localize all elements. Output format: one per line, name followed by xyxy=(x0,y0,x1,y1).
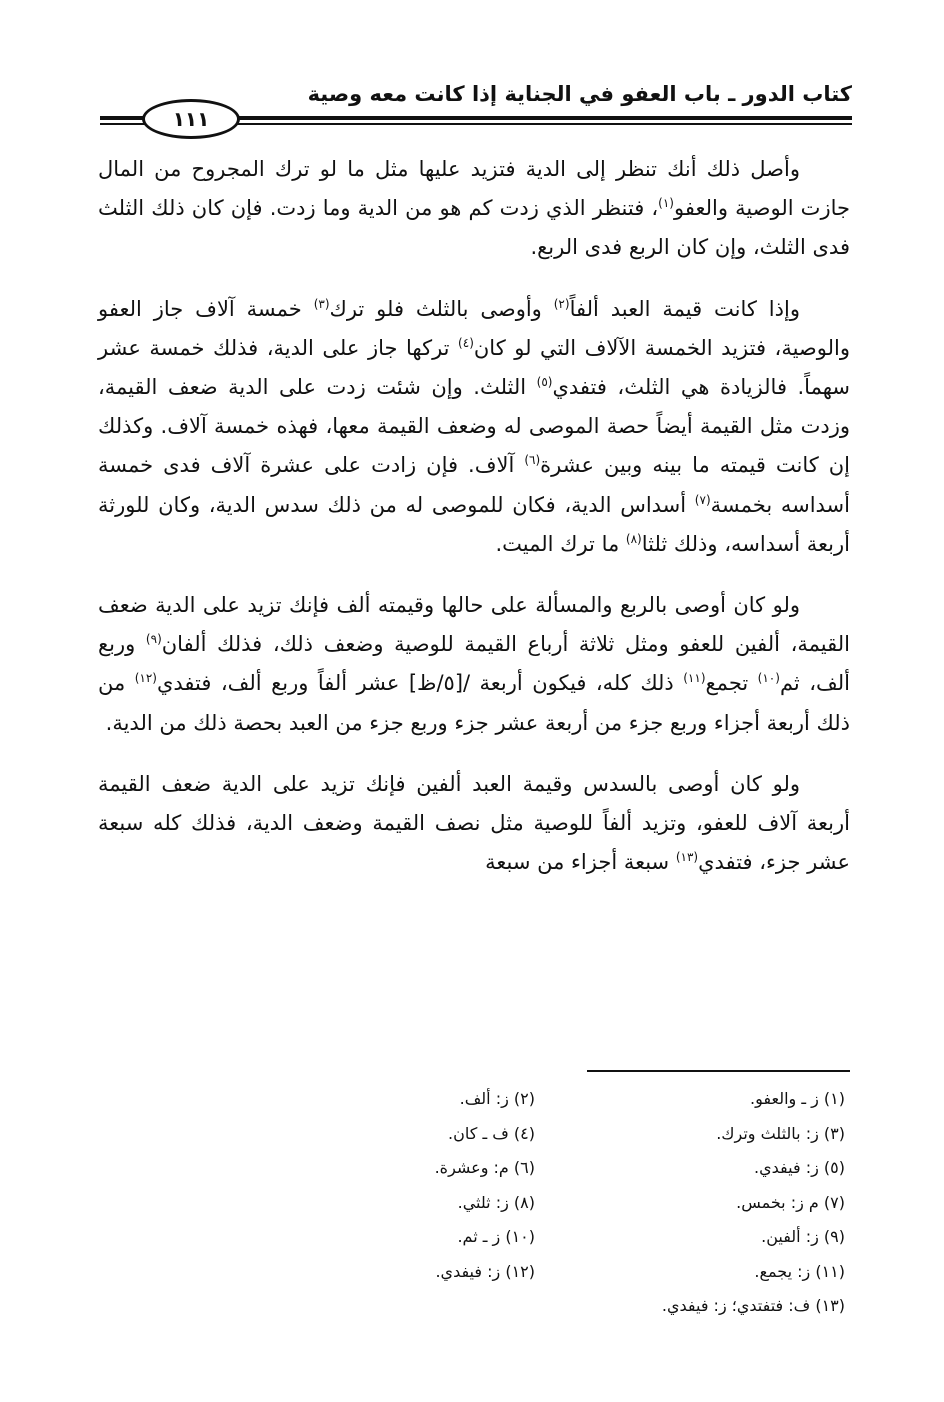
text-segment: تجمع xyxy=(705,671,758,696)
footnote-marker: (٤) xyxy=(458,335,474,350)
footnote: (١١) ز: يجمع. xyxy=(754,1261,845,1281)
footnote: (٢) ز: ألف. xyxy=(459,1089,535,1108)
footnote-marker: (١) xyxy=(658,196,674,211)
text-segment: ما ترك الميت. xyxy=(495,531,626,556)
footnote: (٣) ز: بالثلث وترك. xyxy=(716,1123,845,1143)
footnotes-right-column xyxy=(662,1082,845,1324)
text-segment: ذلك كله، فيكون أربعة /[٥/ظ] عشر ألفاً وربع ألف، فتفدي xyxy=(156,671,684,696)
footnote: (١) ز ـ والعفو. xyxy=(750,1089,845,1108)
text-segment: وأصل ذلك أنك تنظر إلى الدية فتزيد عليها مثل ما لو ترك المجروح من المال جازت الوصية والعفو xyxy=(98,157,850,221)
text-segment: ولو كان أوصى بالسدس وقيمة العبد ألفين فإنك تزيد على الدية ضعف القيمة أربعة آلاف للعفو، وتزيد ألفاً للوصية مثل نصف القيمة وضعف الدية، فذلك كله سبعة عشر جزء، فتفدي xyxy=(98,771,850,875)
page-header xyxy=(100,72,852,132)
paragraph xyxy=(98,765,850,883)
footnote: (١٣) ف: فتفتدي؛ ز: فيفدي. xyxy=(661,1296,845,1315)
text-segment: وأوصى بالثلث فلو ترك xyxy=(329,296,554,321)
text-segment: الثلث. وإن شئت زدت على الدية ضعف القيمة، وزدت مثل القيمة أيضاً حصة الموصى له وضعف القيمة معها، فهذه خمسة آلاف. وكذلك إن كانت قيمته ما بينه وبين عشرة xyxy=(98,375,850,478)
footnote: (٦) م: وعشرة. xyxy=(434,1158,535,1177)
footnote-marker: (٢) xyxy=(553,296,570,311)
footnote-separator xyxy=(587,1070,850,1072)
page-number: ١١١ xyxy=(142,99,240,139)
footnote-marker: (٥) xyxy=(536,375,553,390)
paragraph xyxy=(98,586,850,743)
text-segment: تركها جاز على الدية، فذلك خمسة عشر سهماً. فالزيادة هي الثلث، فتفدي xyxy=(98,335,851,400)
footnote-marker: (٦) xyxy=(524,453,541,468)
text-segment: آلاف. فإن زادت على عشرة آلاف فدى خمسة أسداسه بخمسة xyxy=(98,453,850,517)
running-title: كتاب الدور ـ باب العفو في الجناية إذا كانت معه وصية xyxy=(307,82,852,106)
footnote: (٨) ز: ثلثي. xyxy=(457,1192,535,1212)
text-segment: من ذلك أربعة أجزاء وربع جزء من أربعة عشر جزء وربع جزء من العبد بحصة ذلك من الدية. xyxy=(98,671,850,735)
text-segment: سبعة أجزاء من سبعة xyxy=(485,850,676,875)
footnote-marker: (١٠) xyxy=(757,671,780,686)
footnote: (١٢) ز: فيفدي. xyxy=(435,1261,535,1281)
paragraph xyxy=(98,290,850,564)
footnote: (٩) ز: ألفين. xyxy=(761,1227,845,1246)
footnote-marker: (٣) xyxy=(313,296,330,311)
footnote: (٧) م ز: بخمس. xyxy=(736,1192,845,1212)
text-segment: أسداس الدية، فكان للموصى له من ذلك سدس الدية، وكان للورثة أربعة أسداسه، وذلك ثلثا xyxy=(98,492,850,556)
text-segment: وربع ألف، ثم xyxy=(98,632,850,696)
text-segment: ولو كان أوصى بالربع والمسألة على حالها وقيمته ألف فإنك تزيد على الدية ضعف القيمة، ألفين للعفو ومثل ثلاثة أرباع القيمة للوصية وضعف ذلك، فذلك ألفان xyxy=(98,593,850,657)
footnote-marker: (٨) xyxy=(625,531,642,546)
text-segment: ، فتنظر الذي زدت كم هو من الدية وما زدت. فإن كان ذلك الثلث فدى الثلث، وإن كان الربع فدى الربع. xyxy=(98,196,850,260)
text-segment: وإذا كانت قيمة العبد ألفاً xyxy=(569,296,800,321)
footnote: (٤) ف ـ كان. xyxy=(448,1123,535,1143)
footnote-marker: (٧) xyxy=(694,492,711,507)
text-segment: خمسة آلاف جاز العفو والوصية، فتزيد الخمسة الآلاف التي لو كان xyxy=(98,296,850,360)
footnote-marker: (١١) xyxy=(683,671,706,686)
footnotes-left-column xyxy=(435,1082,535,1289)
footnote-marker: (٩) xyxy=(145,632,162,647)
main-text xyxy=(98,150,850,904)
footnote: (٥) ز: فيفدي. xyxy=(754,1158,845,1177)
footnote-marker: (١٢) xyxy=(134,671,157,686)
footnote-marker: (١٣) xyxy=(675,850,699,865)
paragraph xyxy=(98,150,850,268)
footnote: (١٠) ز ـ ثم. xyxy=(457,1227,535,1246)
